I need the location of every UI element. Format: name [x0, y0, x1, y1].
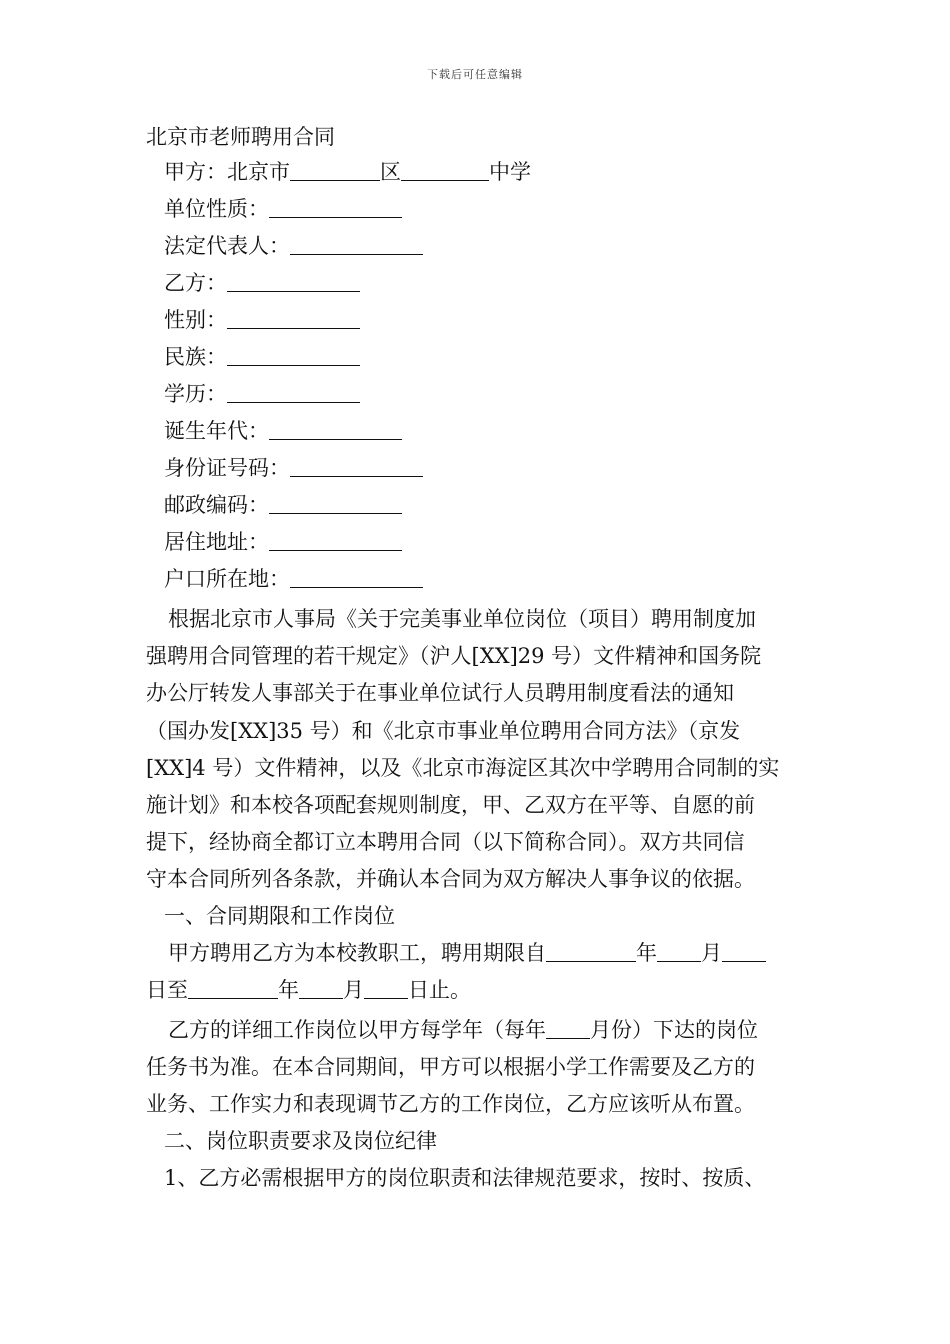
term-end-text: 日止。: [408, 978, 471, 1003]
school-label: 中学: [489, 160, 531, 184]
item-1-text: 1、乙方必需根据甲方的岗位职责和法律规范要求，按时、按质、: [164, 1166, 766, 1190]
document-title: 北京市老师聘用合同: [146, 125, 335, 149]
field-blank: [290, 454, 423, 477]
field-birth: [164, 414, 402, 448]
school-blank: [401, 158, 489, 181]
paragraph-line: 提下，经协商全都订立本聘用合同（以下简称合同）。双方共同信: [146, 830, 745, 855]
paragraph-line: 任务书为准。在本合同期间，甲方可以根据小学工作需要及乙方的: [146, 1055, 755, 1080]
field-label: 单位性质：: [164, 197, 269, 221]
paragraph-line: 办公厅转发人事部关于在事业单位试行人员聘用制度看法的通知: [146, 681, 734, 706]
field-label: 乙方：: [164, 271, 227, 295]
party-a-line: [164, 155, 531, 189]
position-paragraph: [146, 1012, 808, 1124]
field-blank: [269, 528, 402, 551]
term-text: 甲方聘用乙方为本校教职工，聘用期限自: [168, 941, 546, 965]
party-a-label: 甲方：北京市: [164, 160, 290, 184]
field-gender: [164, 303, 360, 337]
field-label: 民族：: [164, 345, 227, 369]
field-label: 邮政编码：: [164, 493, 269, 517]
position-text: 月份）下达的岗位: [590, 1018, 758, 1042]
year-label: 年: [636, 941, 657, 965]
paragraph-line: [146, 972, 808, 1009]
start-day-blank: [722, 939, 766, 962]
preamble-paragraph: [146, 601, 808, 899]
field-label: 诞生年代：: [164, 419, 269, 443]
paragraph-line: [XX]4 号）文件精神，以及《北京市海淀区其次中学聘用合同制的实: [146, 755, 780, 780]
paragraph-line: 守本合同所列各条款，并确认本合同为双方解决人事争议的依据。: [146, 867, 755, 892]
field-ethnicity: [164, 340, 360, 374]
field-postal-code: [164, 488, 402, 522]
field-blank: [227, 306, 360, 329]
field-education: [164, 377, 360, 411]
term-paragraph: [146, 935, 808, 1009]
end-day-blank: [364, 976, 408, 999]
term-text: 日至: [146, 978, 188, 1003]
field-label: 学历：: [164, 382, 227, 406]
field-label: 居住地址：: [164, 530, 269, 554]
paragraph-line: [146, 935, 808, 972]
paragraph-line: 强聘用合同管理的若干规定》（沪人[XX]29 号）文件精神和国务院: [146, 644, 762, 669]
field-blank: [269, 491, 402, 514]
field-blank: [290, 232, 423, 255]
month-label: 月: [343, 978, 364, 1003]
field-address: [164, 525, 402, 559]
field-unit-nature: [164, 192, 402, 226]
end-month-blank: [299, 976, 343, 999]
field-blank: [227, 380, 360, 403]
field-blank: [269, 417, 402, 440]
start-year-blank: [546, 939, 636, 962]
paragraph-line: [146, 1012, 808, 1049]
field-legal-rep: [164, 229, 423, 263]
field-party-b: [164, 266, 360, 300]
field-label: 身份证号码：: [164, 456, 290, 480]
end-year-blank: [188, 976, 278, 999]
field-label: 性别：: [164, 308, 227, 332]
start-month-blank: [657, 939, 701, 962]
field-label: 户口所在地：: [164, 567, 290, 591]
paragraph-line: 施计划》和本校各项配套规则制度，甲、乙双方在平等、自愿的前: [146, 792, 755, 817]
field-blank: [227, 269, 360, 292]
field-household: [164, 562, 423, 596]
section-heading-1: 一、合同期限和工作岗位: [164, 904, 395, 928]
district-blank: [290, 158, 380, 181]
paragraph-line: 根据北京市人事局《关于完美事业单位岗位（项目）聘用制度加: [168, 607, 756, 631]
header-note: 下载后可任意编辑: [427, 68, 523, 81]
district-label: 区: [380, 160, 401, 184]
paragraph-line: 业务、工作实力和表现调节乙方的工作岗位，乙方应该听从布置。: [146, 1092, 755, 1117]
field-blank: [290, 565, 423, 588]
section-heading-2: 二、岗位职责要求及岗位纪律: [164, 1129, 437, 1153]
field-label: 法定代表人：: [164, 234, 290, 258]
field-id-number: [164, 451, 423, 485]
field-blank: [269, 195, 402, 218]
year-label: 年: [278, 978, 299, 1003]
field-blank: [227, 343, 360, 366]
paragraph-line: （国办发[XX]35 号）和《北京市事业单位聘用合同方法》（京发: [146, 718, 741, 743]
month-label: 月: [701, 941, 722, 965]
position-text: 乙方的详细工作岗位以甲方每学年（每年: [168, 1018, 546, 1042]
month-blank: [546, 1016, 590, 1039]
